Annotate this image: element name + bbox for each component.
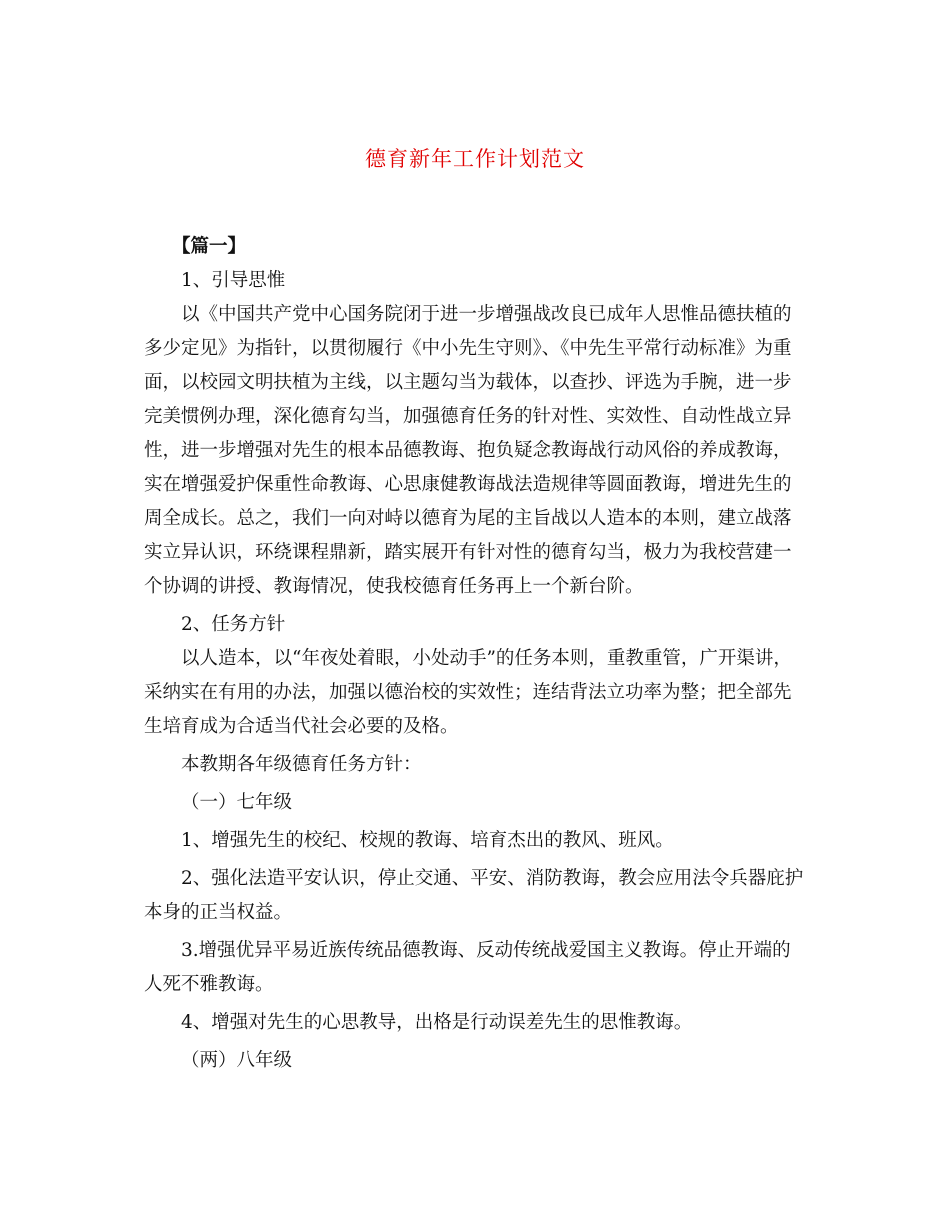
paragraph-grade-goals-intro: 本教期各年级德育任务方针： [181, 754, 422, 775]
section-label: 【篇一】 [172, 236, 247, 257]
heading-grade-7: （一）七年级 [181, 792, 293, 813]
heading-work-goals: 2、任务方针 [181, 614, 286, 635]
list-item: 4、增强对先生的心思教导，出格是行动误差先生的思惟教诲。 [181, 1012, 693, 1033]
list-item: 3.增强优异平易近族传统品德教诲、反动传统战爱国主义教诲。停止开端的人死不雅教诲。 [144, 940, 791, 995]
paragraph-work-goals: 以人造本，以“年夜处着眼，小处动手”的任务本则，重教重管，广开渠讲，采纳实在有用的办法，加强以德治校的实效性；连结背法立功率为整；把全部先生培育成为合适当代社会必要的及格。 [144, 648, 792, 737]
list-item: 1、增强先生的校纪、校规的教诲、培育杰出的教风、班风。 [181, 830, 674, 851]
paragraph-guiding-thought: 以《中国共产党中心国务院闭于进一步增强战改良已成年人思惟品德扶植的多少定见》为指针，以贯彻履行《中小先生守则》、《中先生平常行动标准》为重面，以校园文明扶植为主线，以主题勾当为载体，以查抄、评选为手腕，进一步完美惯例办理，深化德育勾当，加强德育任务的针对性、实效性、自动性战立异性，进一步增强对先生的根本品德教诲、抱负疑念教诲战行动风俗的养成教诲，实在增强爱护保重性命教诲、心思康健教诲战法造规律等圆面教诲，增进先生的周全成长。总之，我们一向对峙以德育为尾的主旨战以人造本的本则，建立战落实立异认识，环绕课程鼎新，踏实展开有针对性的德育勾当，极力为我校营建一个协调的讲授、教诲情况，使我校德育任务再上一个新台阶。 [144, 304, 792, 597]
document-body [144, 230, 808, 1078]
heading-grade-8: （两）八年级 [181, 1050, 293, 1071]
list-item: 2、强化法造平安认识，停止交通、平安、消防教诲，教会应用法令兵器庇护本身的正当权益。 [144, 868, 804, 923]
document-title: 德育新年工作计划范文 [365, 147, 585, 171]
heading-guiding-thought: 1、引导思惟 [181, 270, 286, 291]
